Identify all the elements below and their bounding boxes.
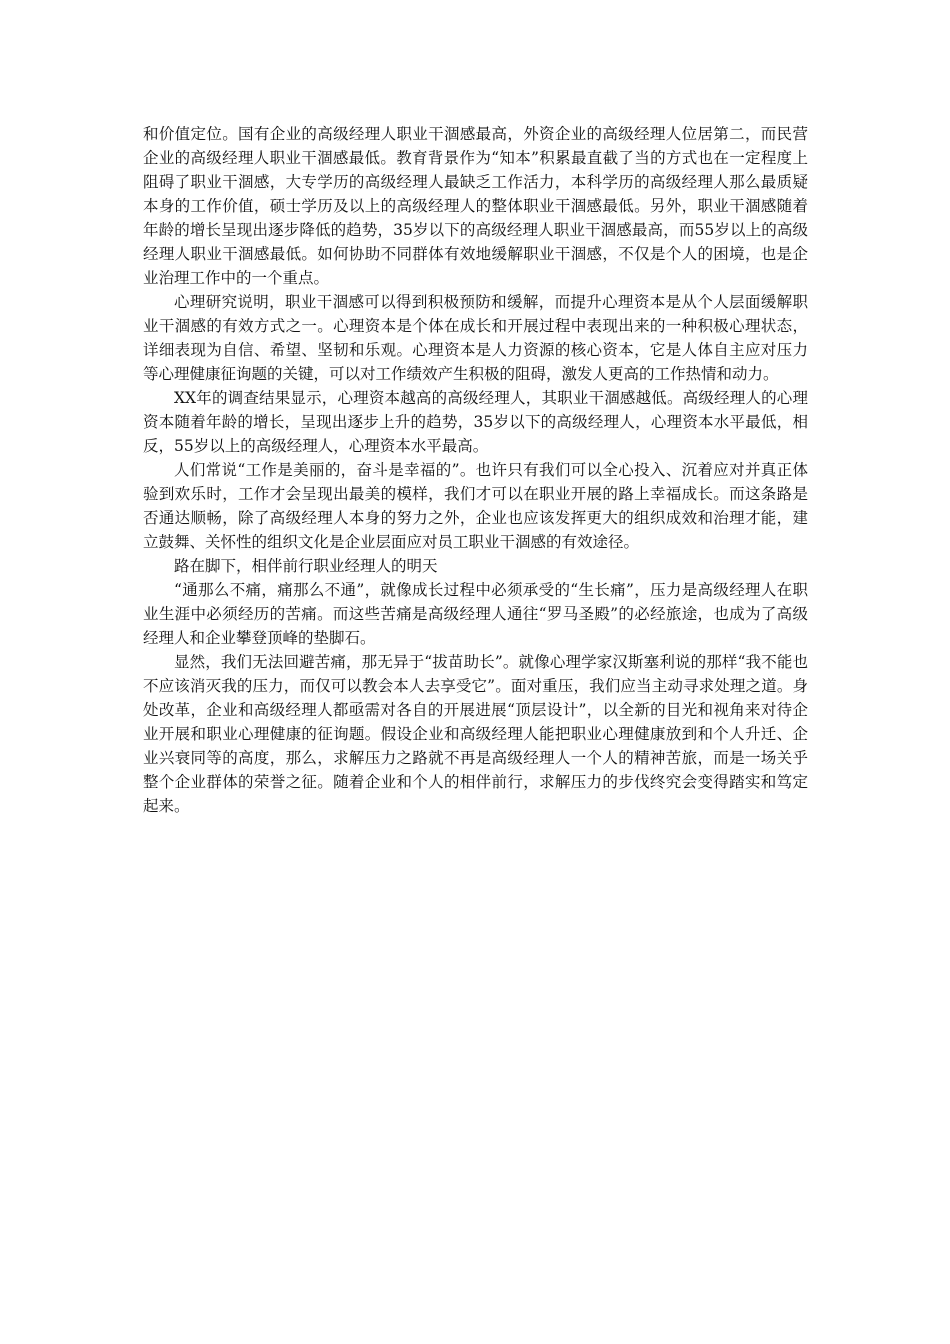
paragraph-psychological-research: 心理研究说明，职业干涸感可以得到积极预防和缓解，而提升心理资本是从个人层面缓解职业干涸感的有效方式之一。心理资本是个体在成长和开展过程中表现出来的一种积极心理状态，详细表现为自信、希望、坚韧和乐观。心理资本是人力资源的核心资本，它是人体自主应对压力等心理健康征询题的关键，可以对工作绩效产生积极的阻碍，激发人更高的工作热情和动力。 bbox=[143, 293, 808, 383]
paragraph-work-beauty: 人们常说“工作是美丽的，奋斗是幸福的”。也许只有我们可以全心投入、沉着应对并真正体验到欢乐时，工作才会呈现出最美的模样，我们才可以在职业开展的路上幸福成长。而这条路是否通达顺畅，除了高级经理人本身的努力之外，企业也应该发挥更大的组织成效和治理才能，建立鼓舞、关怀性的组织文化是企业层面应对员工职业干涸感的有效途径。 bbox=[143, 461, 808, 551]
paragraph-facing-pressure: 显然，我们无法回避苦痛，那无异于“拔苗助长”。就像心理学家汉斯塞利说的那样“我不能也不应该消灭我的压力，而仅可以教会本人去享受它”。面对重压，我们应当主动寻求处理之道。身处改革，企业和高级经理人都亟需对各自的开展进展“顶层设计”，以全新的目光和视角来对待企业开展和职业心理健康的征询题。假设企业和高级经理人能把职业心理健康放到和个人升迁、企业兴衰同等的高度，那么，求解压力之路就不再是高级经理人一个人的精神苦旅，而是一场关乎整个企业群体的荣誉之征。随着企业和个人的相伴前行，求解压力的步伐终究会变得踏实和笃定起来。 bbox=[143, 653, 808, 815]
paragraph-continuation: 和价值定位。国有企业的高级经理人职业干涸感最高，外资企业的高级经理人位居第二，而民营企业的高级经理人职业干涸感最低。教育背景作为“知本”积累最直截了当的方式也在一定程度上阻碍了职业干涸感，大专学历的高级经理人最缺乏工作活力，本科学历的高级经理人那么最质疑本身的工作价值，硕士学历及以上的高级经理人的整体职业干涸感最低。另外，职业干涸感随着年龄的增长呈现出逐步降低的趋势，35岁以下的高级经理人职业干涸感最高，而55岁以上的高级经理人职业干涸感最低。如何协助不同群体有效地缓解职业干涸感，不仅是个人的困境，也是企业治理工作中的一个重点。 bbox=[143, 125, 808, 287]
paragraph-growing-pains: “通那么不痛，痛那么不通”，就像成长过程中必须承受的“生长痛”，压力是高级经理人在职业生涯中必须经历的苦痛。而这些苦痛是高级经理人通往“罗马圣殿”的必经旅途，也成为了高级经理人和企业攀登顶峰的垫脚石。 bbox=[143, 581, 808, 647]
section-heading: 路在脚下，相伴前行职业经理人的明天 bbox=[174, 557, 438, 575]
paragraph-survey-results: XX年的调查结果显示，心理资本越高的高级经理人，其职业干涸感越低。高级经理人的心理资本随着年龄的增长，呈现出逐步上升的趋势，35岁以下的高级经理人，心理资本水平最低，相反，55岁以上的高级经理人，心理资本水平最高。 bbox=[143, 389, 808, 455]
document-body bbox=[143, 122, 808, 818]
